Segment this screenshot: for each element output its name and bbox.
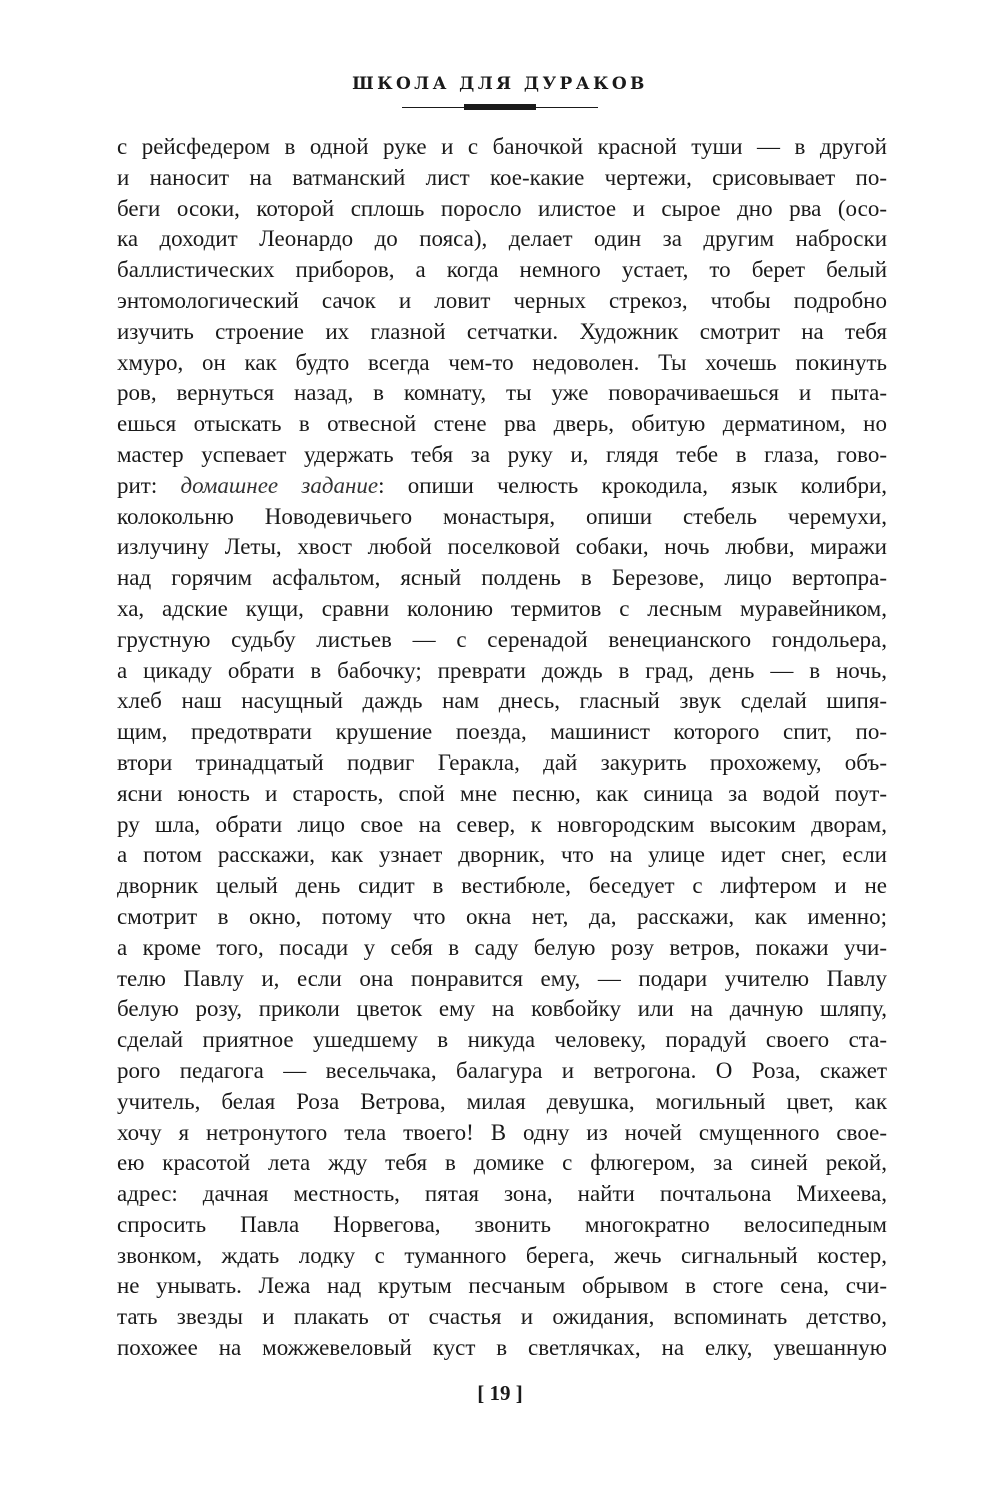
text-line: колокольню Новодевичьего монастыря, опиши стебель черемухи, bbox=[117, 503, 887, 529]
text-line: изучить строение их глазной сетчатки. Художник смотрит на тебя bbox=[117, 318, 887, 344]
text-line: сделай приятное ушедшему в никуда человеку, порадуй своего ста- bbox=[117, 1027, 887, 1053]
header-rule-bar bbox=[464, 104, 536, 110]
text-line: хочу я нетронутого тела твоего! В одну из ночей смущенного свое- bbox=[117, 1119, 887, 1145]
text-line: а цикаду обрати в бабочку; преврати дождь в град, день — в ночь, bbox=[117, 657, 887, 683]
text-line: ею красотой лета жду тебя в домике с флюгером, за синей рекой, bbox=[117, 1150, 887, 1176]
text-line: хлеб наш насущный даждь нам днесь, гласный звук сделай шипя- bbox=[117, 688, 887, 714]
text-line: не унывать. Лежа над крутым песчаным обрывом в стоге сена, счи- bbox=[117, 1273, 887, 1299]
running-head: ШКОЛА ДЛЯ ДУРАКОВ bbox=[352, 74, 648, 94]
text-line: а потом расскажи, как узнает дворник, что на улице идет снег, если bbox=[117, 842, 887, 868]
text-line: баллистических приборов, а когда немного устает, то берет белый bbox=[117, 257, 887, 283]
text-line: хмуро, он как будто всегда чем-то недоволен. Ты хочешь покинуть bbox=[117, 349, 887, 375]
text-line: излучину Леты, хвост любой поселковой собаки, ночь любви, миражи bbox=[117, 534, 887, 560]
text-line: дворник целый день сидит в вестибюле, беседует с лифтером и не bbox=[117, 873, 887, 899]
text-line: энтомологический сачок и ловит черных стрекоз, чтобы подробно bbox=[117, 287, 887, 313]
text-line: с рейсфедером в одной руке и с баночкой красной туши — в другой bbox=[117, 134, 887, 159]
text-line: ру шла, обрати лицо свое на север, к новгородским высоким дворам, bbox=[117, 811, 887, 837]
text-line: и наносит на ватманский лист кое-какие чертежи, срисовывает по- bbox=[117, 164, 887, 190]
text-line: рого педагога — весельчака, балагура и ветрогона. О Роза, скажет bbox=[117, 1057, 887, 1083]
text-line: ка доходит Леонардо до пояса), делает один за другим наброски bbox=[117, 226, 887, 252]
text-line: спросить Павла Норвегова, звонить многократно велосипедным bbox=[117, 1211, 887, 1237]
text-line: мастер успевает удержать тебя за руку и, глядя тебе в глаза, гово- bbox=[117, 441, 887, 467]
text-line: ров, вернуться назад, в комнату, ты уже поворачиваешься и пыта- bbox=[117, 380, 887, 406]
text-line: похожее на можжевеловый куст в светлячках, на елку, увешанную bbox=[117, 1335, 887, 1361]
italic-line-after: : опиши челюсть крокодила, язык колибри, bbox=[378, 472, 888, 498]
text-line: учитель, белая Роза Ветрова, милая девушка, могильный цвет, как bbox=[117, 1088, 887, 1114]
body-text bbox=[117, 132, 887, 1364]
text-line: ешься отыскать в отвесной стене рва дверь, обитую дерматином, но bbox=[117, 411, 887, 437]
text-line: белую розу, приколи цветок ему на ковбойку или на дачную шляпу, bbox=[117, 996, 887, 1022]
text-line: адрес: дачная местность, пятая зона, найти почтальона Михеева, bbox=[117, 1181, 887, 1207]
text-line: втори тринадцатый подвиг Геракла, дай закурить прохожему, объ- bbox=[117, 749, 887, 775]
text-line: беги осоки, которой сплошь поросло илистое и сырое дно рва (осо- bbox=[117, 195, 887, 221]
page-number: [ 19 ] bbox=[477, 1381, 523, 1405]
text-line: ха, адские кущи, сравни колонию термитов с лесным муравейником, bbox=[117, 595, 887, 621]
text-line: ясни юность и старость, спой мне песню, как синица за водой поут- bbox=[117, 780, 887, 806]
text-line: над горячим асфальтом, ясный полдень в Березове, лицо вертопра- bbox=[117, 565, 887, 591]
text-line: телю Павлу и, если она понравится ему, — подари учителю Павлу bbox=[117, 965, 887, 991]
text-line: тать звезды и плакать от счастья и ожидания, вспоминать детство, bbox=[117, 1304, 887, 1330]
text-line: звонком, ждать лодку с туманного берега, жечь сигнальный костер, bbox=[117, 1242, 887, 1268]
italic-phrase: домашнее задание bbox=[180, 472, 379, 498]
text-line-with-italic bbox=[117, 471, 887, 502]
text-line: а кроме того, посади у себя в саду белую розу ветров, покажи учи- bbox=[117, 934, 887, 960]
text-line: смотрит в окно, потому что окна нет, да, расскажи, как именно; bbox=[117, 903, 887, 929]
text-line: грустную судьбу листьев — с серенадой венецианского гондольера, bbox=[117, 626, 887, 652]
text-line: щим, предотврати крушение поезда, машинист которого спит, по- bbox=[117, 719, 887, 745]
italic-line-before: рит: bbox=[117, 472, 181, 498]
